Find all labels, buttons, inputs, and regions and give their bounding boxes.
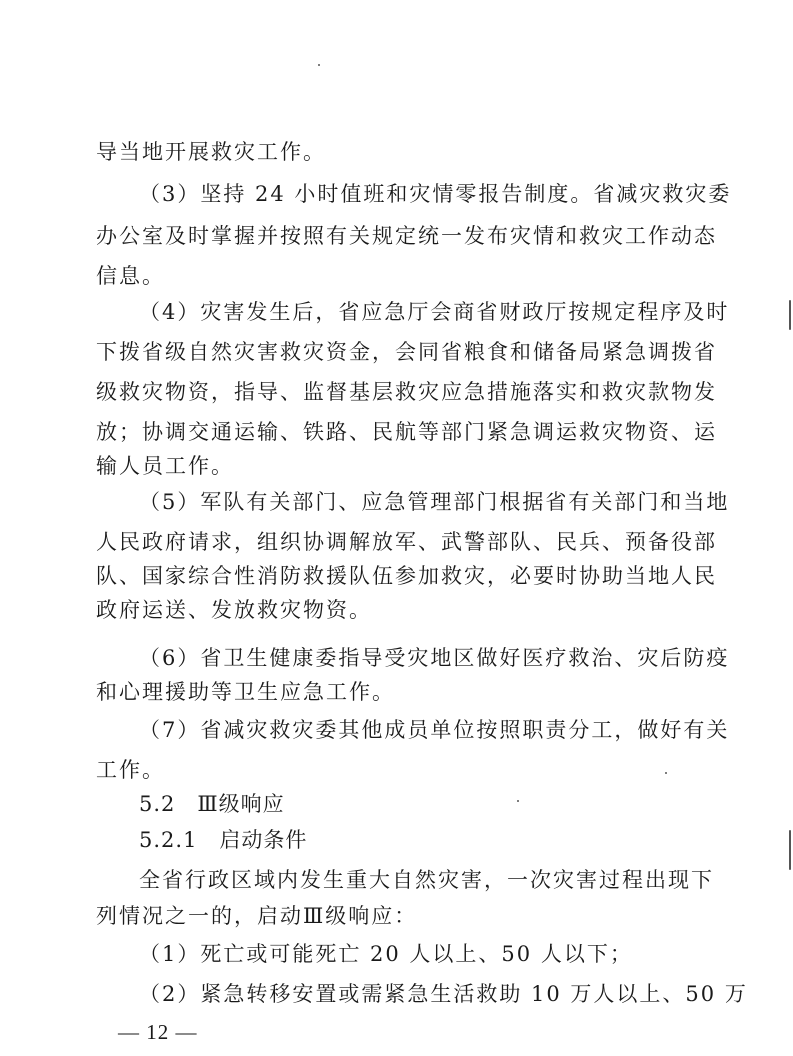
paragraph-line: 下拨省级自然灾害救灾资金，会同省粮食和储备局紧急调拨省 (96, 340, 717, 364)
paragraph-line: 级救灾物资，指导、监督基层救灾应急措施落实和救灾款物发 (96, 380, 717, 404)
paragraph-line: 和心理援助等卫生应急工作。 (96, 680, 395, 704)
scan-speck (517, 800, 519, 802)
paragraph-line: （7）省减灾救灾委其他成员单位按照职责分工，做好有关 (139, 718, 730, 742)
paragraph-line: 导当地开展救灾工作。 (96, 140, 326, 164)
paragraph-line: 办公室及时掌握并按照有关规定统一发布灾情和救灾工作动态 (96, 224, 717, 248)
paragraph-line: 队、国家综合性消防救援队伍参加救灾，必要时协助当地人民 (96, 564, 717, 588)
paragraph-line: （6）省卫生健康委指导受灾地区做好医疗救治、灾后防疫 (139, 646, 730, 670)
paragraph-line: 放；协调交通运输、铁路、民航等部门紧急调运救灾物资、运 (96, 420, 717, 444)
paragraph-line: 工作。 (96, 758, 165, 782)
paragraph-line: 输人员工作。 (96, 454, 234, 478)
paragraph-line: （3）坚持 24 小时值班和灾情零报告制度。省减灾救灾委 (139, 182, 732, 206)
scan-edge-mark (789, 300, 791, 330)
paragraph-line: （5）军队有关部门、应急管理部门根据省有关部门和当地 (139, 490, 730, 514)
scan-speck (318, 64, 320, 66)
subsection-heading: 5.2.1 启动条件 (139, 828, 308, 852)
scan-edge-mark (789, 830, 791, 870)
list-item: （2）紧急转移安置或需紧急生活救助 10 万人以上、50 万 (139, 982, 748, 1006)
paragraph-line: 信息。 (96, 264, 165, 288)
paragraph-line: 政府运送、发放救灾物资。 (96, 598, 372, 622)
scan-speck (665, 772, 667, 774)
paragraph-line: 全省行政区域内发生重大自然灾害，一次灾害过程出现下 (139, 868, 714, 892)
page-number: — 12 — (118, 1020, 198, 1044)
paragraph-line: 人民政府请求，组织协调解放军、武警部队、民兵、预备役部 (96, 530, 717, 554)
list-item: （1）死亡或可能死亡 20 人以上、50 人以下； (139, 942, 633, 966)
section-heading: 5.2 Ⅲ级响应 (139, 792, 285, 816)
paragraph-line: （4）灾害发生后，省应急厅会商省财政厅按规定程序及时 (139, 300, 730, 324)
paragraph-line: 列情况之一的，启动Ⅲ级响应： (96, 904, 418, 928)
